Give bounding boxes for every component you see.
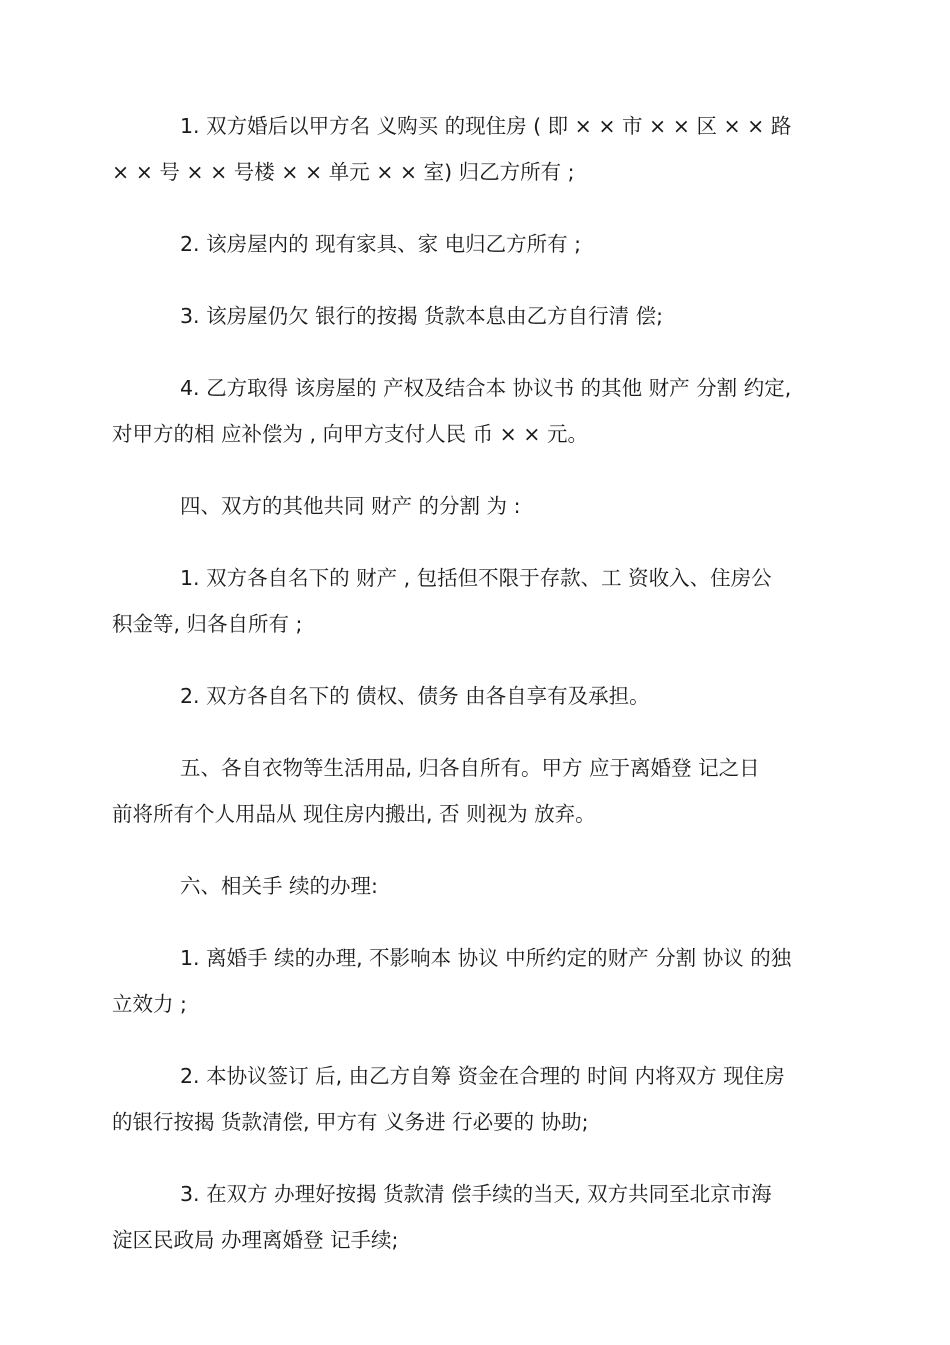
section-heading-five [112,745,808,837]
paragraph-line: 1. 离婚手 续的办理, 不影响本 协议 中所约定的财产 分割 协议 的独 [180,946,792,970]
paragraph-line: 五、各自衣物等生活用品, 归各自所有。甲方 应于离婚登 记之日 [180,756,760,780]
paragraph-line: 3. 在双方 办理好按揭 货款清 偿手续的当天, 双方共同至北京市海 [180,1182,772,1206]
section-heading-six [146,863,808,909]
paragraph-line: 对甲方的相 应补偿为 , 向甲方支付人民 币 × × 元。 [112,422,588,446]
paragraph-mortgage [146,293,808,339]
paragraph-registration [112,1171,808,1263]
paragraph-line: 立效力 ; [112,992,187,1016]
paragraph-line: 2. 本协议签订 后, 由乙方自筹 资金在合理的 时间 内将双方 现住房 [180,1064,785,1088]
document-body [112,103,808,1289]
paragraph-line: 3. 该房屋仍欠 银行的按揭 货款本息由乙方自行清 偿; [180,304,664,328]
paragraph-line: 积金等, 归各自所有 ; [112,612,303,636]
section-heading-four [146,483,808,529]
paragraph-divorce-procedure [112,935,808,1027]
paragraph-line: × × 号 × × 号楼 × × 单元 × × 室) 归乙方所有 ; [112,160,575,184]
paragraph-line: 2. 双方各自名下的 债权、债务 由各自享有及承担。 [180,684,650,708]
paragraph-debts [146,673,808,719]
paragraph-line: 2. 该房屋内的 现有家具、家 电归乙方所有 ; [180,232,582,256]
paragraph-line: 的银行按揭 货款清偿, 甲方有 义务进 行必要的 协助; [112,1110,589,1134]
paragraph-line: 1. 双方各自名下的 财产 , 包括但不限于存款、工 资收入、住房公 [180,566,772,590]
paragraph-line: 前将所有个人用品从 现住房内搬出, 否 则视为 放弃。 [112,802,596,826]
paragraph-furniture [146,221,808,267]
paragraph-personal-property [112,555,808,647]
paragraph-line: 1. 双方婚后以甲方名 义购买 的现住房 ( 即 × × 市 × × 区 × × 路 [180,114,792,138]
paragraph-house-ownership [112,103,808,195]
paragraph-compensation [112,365,808,457]
paragraph-line: 淀区民政局 办理离婚登 记手续; [112,1228,399,1252]
paragraph-loan-repayment [112,1053,808,1145]
paragraph-line: 4. 乙方取得 该房屋的 产权及结合本 协议书 的其他 财产 分割 约定, [180,376,792,400]
paragraph-line: 四、双方的其他共同 财产 的分割 为 : [180,494,521,518]
paragraph-line: 六、相关手 续的办理: [180,874,378,898]
